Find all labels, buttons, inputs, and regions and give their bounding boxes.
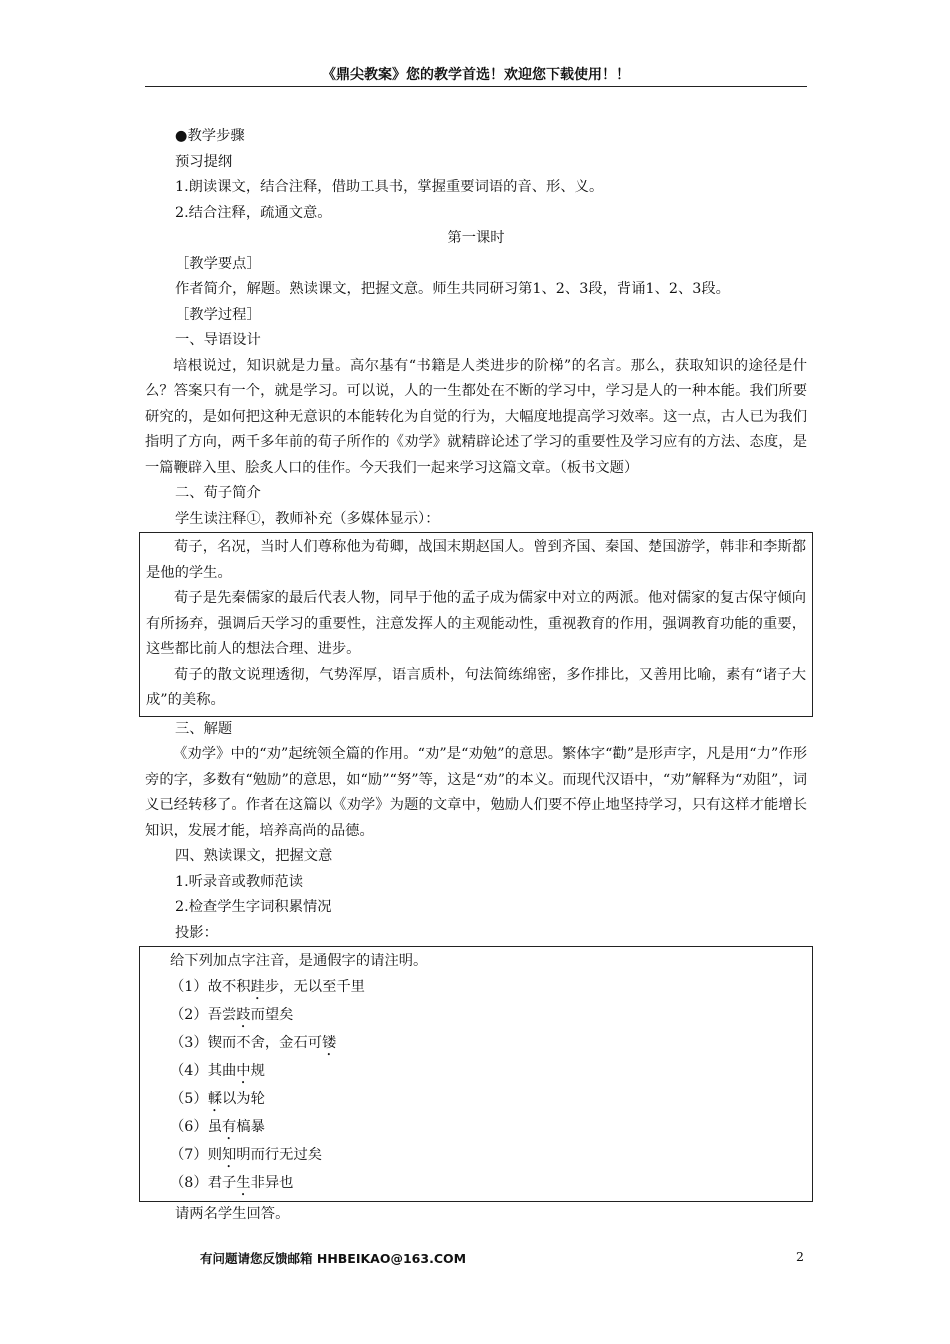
- process-label: ［教学过程］: [175, 306, 261, 323]
- question-text: 虽: [207, 1118, 222, 1135]
- footer-contact: 有问题请您反馈邮箱 HHBEIKAO@163.COM: [200, 1251, 467, 1266]
- question-text: 锲而不舍，金石可: [207, 1034, 323, 1051]
- closing-line: 请两名学生回答。: [175, 1205, 290, 1222]
- question-text: 步，无以至千里: [264, 978, 365, 995]
- xunzi-box-paragraph: 荀子的散文说理透彻，气势浑厚，语言质朴，句法简练绵密，多作排比，又善用比喻，素有“诸子大成”的美称。: [146, 666, 806, 708]
- projection-label: 投影：: [175, 924, 218, 941]
- question-text: 君子: [207, 1174, 237, 1191]
- question-number: （1）: [170, 978, 208, 995]
- xunzi-info-box: [139, 532, 813, 717]
- question-text: 故不积: [207, 978, 251, 995]
- question-text: 规: [250, 1062, 265, 1079]
- question-item: [170, 1003, 806, 1031]
- key-points-label: ［教学要点］: [175, 255, 261, 272]
- question-text: 吾尝: [207, 1006, 237, 1023]
- question-text: 非异也: [250, 1174, 294, 1191]
- question-text: 槁暴: [236, 1118, 265, 1135]
- document-body: [145, 124, 807, 1227]
- intro-paragraph: 培根说过，知识就是力量。高尔基有“书籍是人类进步的阶梯”的名言。那么，获取知识的途径是什么？答案只有一个，就是学习。可以说，人的一生都处在不断的学习中，学习是人的一种本能。我们所要研究的，是如何把这种无意识的本能转化为自觉的行为，大幅度地提高学习效率。这一点，古人已为我们指明了方向，两千多年前的荀子所作的《劝学》就精辟论述了学习的重要性及学习应有的方法、态度，是一篇鞭辟入里、脍炙人口的佳作。今天我们一起来学习这篇文章。（板书文题）: [145, 357, 807, 476]
- outline-title: 预习提纲: [175, 153, 233, 170]
- xunzi-box-paragraph: 荀子是先秦儒家的最后代表人物，同早于他的孟子成为儒家中对立的两派。他对儒家的复古保守倾向有所扬弃，强调后天学习的重要性，注意发挥人的主观能动性，重视教育的作用，强调教育功能的重要，这些都比前人的想法合理、进步。: [146, 590, 806, 657]
- reading-item: 1.听录音或教师范读: [175, 873, 304, 890]
- question-text: 明而行无过矣: [236, 1146, 323, 1163]
- question-number: （5）: [170, 1090, 208, 1107]
- dotted-character: 輮: [207, 1090, 222, 1107]
- xunzi-lead: 学生读注释①，教师补充（多媒体显示）：: [175, 510, 440, 527]
- xunzi-box-paragraph: 荀子，名况，当时人们尊称他为荀卿，战国末期赵国人。曾到齐国、秦国、楚国游学，韩非和李斯都是他的学生。: [146, 539, 806, 581]
- question-item: [170, 1087, 806, 1115]
- question-number: （7）: [170, 1146, 208, 1163]
- question-number: （6）: [170, 1118, 208, 1135]
- question-item: [170, 1171, 806, 1199]
- outline-item: 1.朗读课文，结合注释，借助工具书，掌握重要词语的音、形、义。: [175, 179, 604, 195]
- title-explain-paragraph: 《劝学》中的“劝”起统领全篇的作用。“劝”是“劝勉”的意思。繁体字“勸”是形声字，凡是用“力”作形旁的字，多数有“勉励”的意思，如“励”“努”等，这是“劝”的本义。而现代汉语中，“劝”解释为“劝阻”，词义已经转移了。作者在这篇以《劝学》为题的文章中，勉励人们要不停止地坚持学习，只有这样才能增长知识，发展才能，培养高尚的品德。: [145, 746, 807, 839]
- dotted-character: 有: [222, 1118, 237, 1135]
- question-number: （4）: [170, 1062, 208, 1079]
- question-text: 则: [207, 1146, 222, 1163]
- exercise-title: 给下列加点字注音，是通假字的请注明。: [170, 953, 428, 969]
- question-number: （2）: [170, 1006, 208, 1023]
- dotted-character: 跬: [250, 978, 265, 995]
- header-rule: [145, 86, 807, 87]
- question-number: （8）: [170, 1174, 208, 1191]
- dotted-character: 镂: [322, 1034, 337, 1051]
- dotted-character: 跂: [236, 1006, 251, 1023]
- question-text: 而望矣: [250, 1006, 294, 1023]
- dotted-character: 生: [236, 1174, 251, 1191]
- question-item: [170, 975, 806, 1003]
- intro-heading: 一、导语设计: [175, 332, 261, 348]
- question-item: [170, 1115, 806, 1143]
- exercise-box: [139, 946, 813, 1202]
- reading-heading: 四、熟读课文，把握文意: [175, 848, 333, 864]
- steps-heading: ●教学步骤: [175, 128, 245, 144]
- question-list: [170, 975, 806, 1199]
- key-points-text: 作者简介，解题。熟读课文，把握文意。师生共同研习第1、2、3段，背诵1、2、3段。: [175, 281, 730, 297]
- question-item: [170, 1059, 806, 1087]
- outline-item: 2.结合注释，疏通文意。: [175, 204, 332, 221]
- xunzi-heading: 二、荀子简介: [175, 485, 261, 501]
- title-explain-heading: 三、解题: [175, 720, 233, 737]
- dotted-character: 中: [236, 1062, 251, 1079]
- page-number: 2: [796, 1249, 804, 1264]
- question-text: 其曲: [207, 1062, 237, 1079]
- lesson-title: 第一课时: [447, 230, 505, 246]
- dotted-character: 知: [222, 1146, 237, 1163]
- question-text: 以为轮: [222, 1090, 265, 1107]
- question-number: （3）: [170, 1034, 208, 1051]
- question-item: [170, 1143, 806, 1171]
- page-header: 《鼎尖教案》您的教学首选！欢迎您下载使用！！: [322, 67, 630, 83]
- reading-item: 2.检查学生字词积累情况: [175, 899, 332, 915]
- question-item: [170, 1031, 806, 1059]
